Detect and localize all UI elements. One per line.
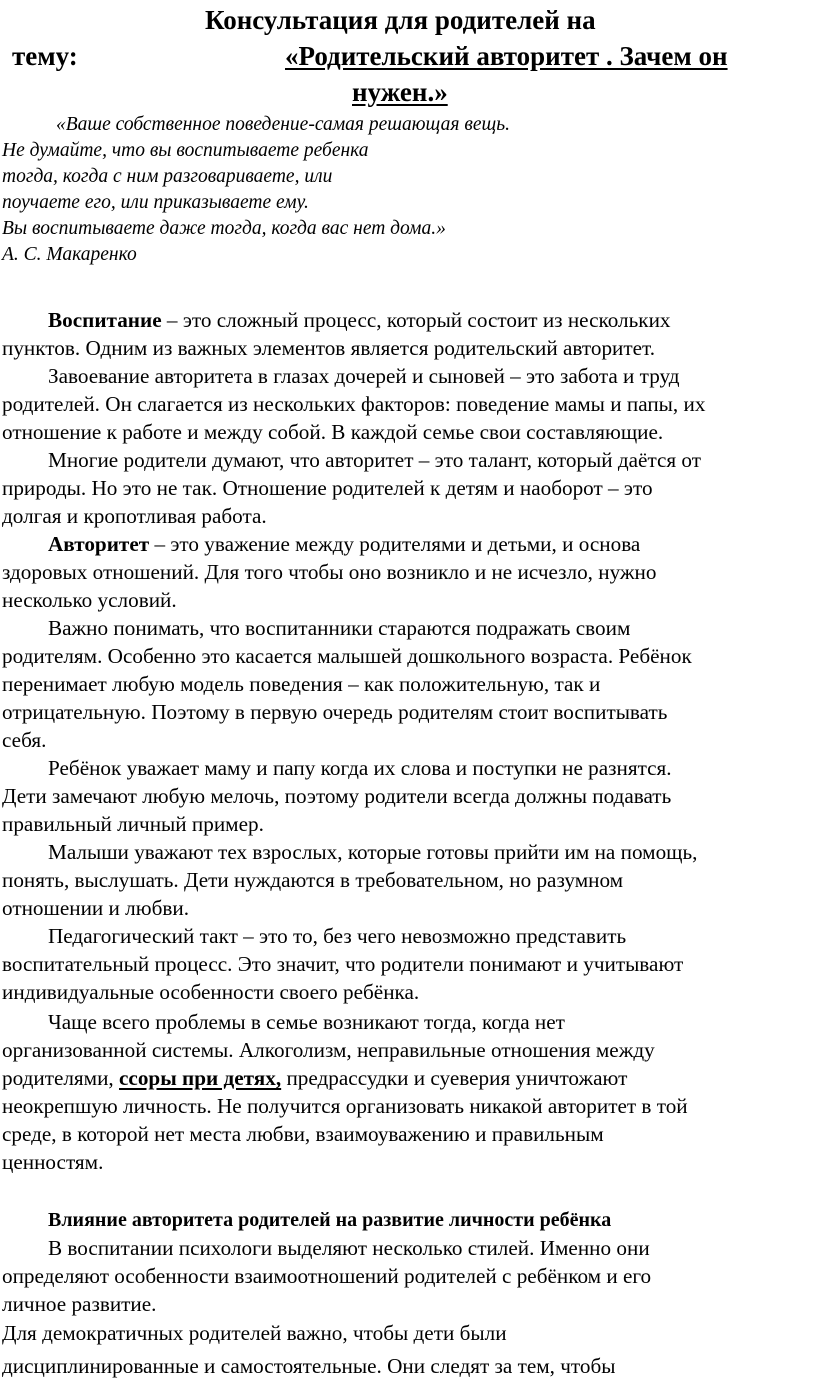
paragraph-line: перенимает любую модель поведения – как положительную, так и: [2, 672, 601, 696]
paragraph-line: Дети замечают любую мелочь, поэтому родители всегда должны подавать: [2, 784, 672, 808]
section-heading: Влияние авторитета родителей на развитие личности ребёнка: [48, 1209, 612, 1231]
paragraph-line: Педагогический такт – это то, без чего невозможно представить: [48, 924, 627, 948]
paragraph-line: понять, выслушать. Дети нуждаются в требовательном, но разумном: [2, 868, 624, 892]
term-bold: Воспитание: [48, 308, 162, 332]
paragraph-text: – это уважение между родителями и детьми, и основа: [149, 532, 641, 556]
paragraph-line: Многие родители думают, что авторитет – это талант, который даётся от: [48, 448, 702, 472]
paragraph-line: неокрепшую личность. Не получится организовать никакой авторитет в той: [2, 1094, 688, 1118]
paragraph-line: воспитательный процесс. Это значит, что родители понимают и учитывают: [2, 952, 684, 976]
paragraph-line: себя.: [2, 728, 47, 752]
paragraph-line: отношение к работе и между собой. В каждой семье свои составляющие.: [2, 420, 664, 444]
paragraph-line: здоровых отношений. Для того чтобы оно возникло и не исчезло, нужно: [2, 560, 657, 584]
paragraph-line: дисциплинированные и самостоятельные. Они следят за тем, чтобы: [2, 1354, 616, 1378]
paragraph-line: Малыши уважают тех взрослых, которые готовы прийти им на помощь,: [48, 840, 698, 864]
topic-underlined: «Родительский авторитет . Зачем он: [285, 41, 728, 71]
epigraph-line-4: поучаете его, или приказываете ему.: [2, 192, 309, 213]
paragraph-line: В воспитании психологи выделяют несколько стилей. Именно они: [48, 1236, 650, 1260]
paragraph-text: предрассудки и суеверия уничтожают: [281, 1066, 628, 1090]
paragraph-line: индивидуальные особенности своего ребёнка.: [2, 980, 420, 1004]
paragraph-line: ценностям.: [2, 1150, 104, 1174]
page-title-line-1: Консультация для родителей на: [205, 5, 596, 35]
paragraph-line: долгая и кропотливая работа.: [2, 504, 267, 528]
paragraph-line: родителям. Особенно это касается малышей дошкольного возраста. Ребёнок: [2, 644, 692, 668]
paragraph-line: несколько условий.: [2, 588, 177, 612]
paragraph-line: природы. Но это не так. Отношение родителей к детям и наоборот – это: [2, 476, 653, 500]
paragraph-line: определяют особенности взаимоотношений родителей с ребёнком и его: [2, 1264, 652, 1288]
paragraph-line: [2, 1064, 627, 1092]
paragraph-line: Завоевание авторитета в глазах дочерей и сыновей – это забота и труд: [48, 364, 680, 388]
paragraph-line: организованной системы. Алкоголизм, неправильные отношения между: [2, 1038, 655, 1062]
paragraph-line: родителей. Он слагается из нескольких факторов: поведение мамы и папы, их: [2, 392, 706, 416]
paragraph-line: пунктов. Одним из важных элементов является родительский авторитет.: [2, 336, 656, 360]
paragraph-line: [48, 530, 640, 558]
paragraph-line: правильный личный пример.: [2, 812, 264, 836]
epigraph-author: А. С. Макаренко: [2, 244, 137, 265]
page-title-line-2-topic: [285, 40, 728, 72]
paragraph-line: [48, 306, 671, 334]
topic-underlined-end: нужен.»: [352, 77, 448, 107]
epigraph-line-2: Не думайте, что вы воспитываете ребенка: [2, 140, 369, 161]
epigraph-line-3: тогда, когда с ним разговариваете, или: [2, 166, 333, 187]
epigraph-line-5: Вы воспитываете даже тогда, когда вас нет дома.»: [2, 218, 446, 239]
term-bold: Авторитет: [48, 532, 150, 556]
epigraph-line-1: «Ваше собственное поведение-самая решающая вещь.: [56, 114, 510, 135]
paragraph-text: – это сложный процесс, который состоит из нескольких: [161, 308, 671, 332]
page-title-line-2-label: тему:: [12, 41, 78, 71]
quarrels-link[interactable]: ссоры при детях,: [119, 1066, 282, 1090]
paragraph-line: Чаще всего проблемы в семье возникают тогда, когда нет: [48, 1010, 565, 1034]
paragraph-line: личное развитие.: [2, 1292, 157, 1316]
paragraph-line: Важно понимать, что воспитанники стараются подражать своим: [48, 616, 631, 640]
page-title-line-3: [352, 76, 448, 108]
paragraph-text: родителями,: [2, 1066, 120, 1090]
paragraph-line: отрицательную. Поэтому в первую очередь родителям стоит воспитывать: [2, 700, 668, 724]
paragraph-line: Для демократичных родителей важно, чтобы дети были: [2, 1321, 507, 1345]
paragraph-line: Ребёнок уважает маму и папу когда их слова и поступки не разнятся.: [48, 756, 672, 780]
paragraph-line: среде, в которой нет места любви, взаимоуважению и правильным: [2, 1122, 604, 1146]
paragraph-line: отношении и любви.: [2, 896, 189, 920]
